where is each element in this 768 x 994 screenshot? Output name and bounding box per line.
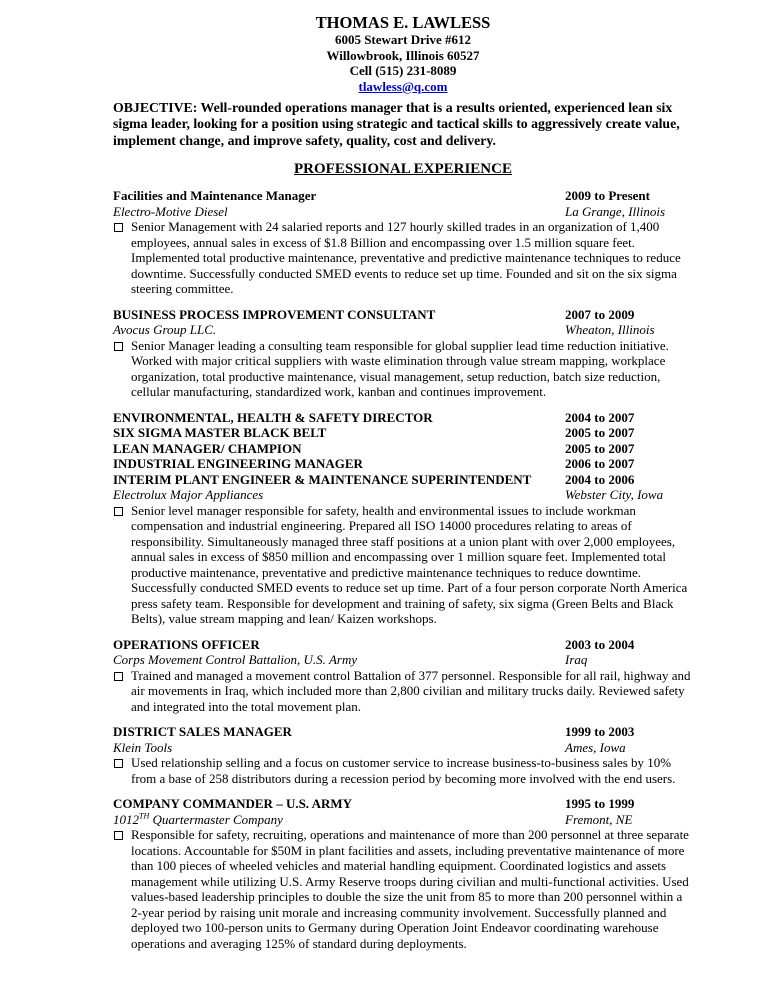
email-link[interactable]: tlawless@q.com: [358, 78, 448, 94]
job-title-row: [113, 441, 693, 457]
job-title: SIX SIGMA MASTER BLACK BELT: [113, 425, 327, 441]
job-title-row: [113, 456, 693, 472]
company-name: [113, 812, 283, 827]
company-row: [113, 812, 693, 828]
job-title: LEAN MANAGER/ CHAMPION: [113, 440, 302, 456]
company-row: [113, 652, 693, 668]
job-title-row: [113, 472, 693, 488]
address-line-2: Willowbrook, Illinois 60527: [326, 47, 480, 63]
company-location: La Grange, Illinois: [565, 203, 666, 219]
resume-header: [113, 13, 693, 94]
section-heading: PROFESSIONAL EXPERIENCE: [294, 160, 512, 177]
job-title-row: [113, 188, 693, 204]
phone: Cell (515) 231-8089: [349, 63, 457, 78]
job-description-text: Senior level manager responsible for safety, health and environmental issues to include workman compensation and industrial engineering. Prepared all ISO 14000 procedures relating to areas of responsibility. Simultaneously managed three staff positions at a union plant with over 2,000 employees, annual sales in excess of $850 million and encompassing over 1 million square feet. Implemented total productive maintenance, preventative and predictive maintenance techniques to reduce downtime. Successfully conducted SMED events to reduce set up time. Part of a four person corporate North America press safety team. Responsible for development and training of safety, six sigma (Green Belts and Black Belts), value stream mapping and lean/ Kaizen workshops.: [131, 502, 688, 627]
job-description-text: Senior Manager leading a consulting team responsible for global supplier lead time reduction initiative. Worked with major critical suppliers with waste elimination through value stream mapping, workplace organization, total productive maintenance, visual management, setup reduction, batch size reduction, cellular manufacturing, standardized work, kanban and continues improvement.: [131, 337, 669, 400]
company-location: Wheaton, Illinois: [565, 322, 655, 338]
company-location: Webster City, Iowa: [565, 487, 664, 503]
objective: OBJECTIVE: Well-rounded operations manager that is a results oriented, experienced lean six sigma leader, looking for a position using strategic and tactical skills to aggressively create value, implement change, and improve safety, quality, cost and delivery.: [113, 100, 680, 148]
job-entry: [113, 796, 693, 951]
job-title-row: [113, 410, 693, 426]
company-name: Avocus Group LLC.: [113, 322, 217, 338]
job-title: BUSINESS PROCESS IMPROVEMENT CONSULTANT: [113, 306, 436, 322]
job-title-row: [113, 307, 693, 323]
job-entry: [113, 307, 693, 400]
company-number: 1012: [113, 811, 139, 827]
job-title: DISTRICT SALES MANAGER: [113, 724, 292, 740]
company-name-rest: Quartermaster Company: [149, 811, 283, 827]
company-row: [113, 204, 693, 220]
job-description-text: Senior Management with 24 salaried reports and 127 hourly skilled trades in an organization of 1,400 employees, annual sales in excess of $1.8 Billion and encompassing over 1.5 million square feet. Implemented total productive maintenance, preventative and predictive maintenance techniques to reduce downtime. Successfully conducted SMED events to reduce set up time. Founded and sit on the six sigma steering committee.: [131, 219, 681, 297]
job-description: [113, 219, 693, 297]
job-dates: 2003 to 2004: [565, 636, 635, 652]
checkbox-bullet-icon: [114, 342, 123, 351]
job-title: OPERATIONS OFFICER: [113, 636, 260, 652]
job-dates: 2009 to Present: [565, 188, 650, 204]
job-description-text: Used relationship selling and a focus on customer service to increase business-to-business sales by 10% from a base of 258 distributors during a recession period by becoming more involved with the end users.: [131, 755, 676, 786]
company-name: Corps Movement Control Battalion, U.S. Army: [113, 652, 358, 668]
job-entry: [113, 188, 693, 297]
job-dates: 2005 to 2007: [565, 425, 635, 441]
job-dates: 1995 to 1999: [565, 796, 635, 812]
job-title: INTERIM PLANT ENGINEER & MAINTENANCE SUPERINTENDENT: [113, 471, 532, 487]
job-dates: 2006 to 2007: [565, 456, 635, 472]
company-location: Fremont, NE: [565, 811, 633, 827]
job-title-row: [113, 796, 693, 812]
checkbox-bullet-icon: [114, 223, 123, 232]
job-description: [113, 338, 693, 400]
job-title-row: [113, 724, 693, 740]
job-entry: [113, 637, 693, 715]
job-dates: 2004 to 2006: [565, 471, 635, 487]
company-location: Ames, Iowa: [565, 739, 626, 755]
job-description: [113, 668, 693, 715]
job-dates: 2007 to 2009: [565, 306, 635, 322]
checkbox-bullet-icon: [114, 759, 123, 768]
address-line-1: 6005 Stewart Drive #612: [334, 32, 472, 47]
job-title: ENVIRONMENTAL, HEALTH & SAFETY DIRECTOR: [113, 409, 433, 425]
ordinal-suffix: TH: [139, 811, 150, 821]
job-title-row: [113, 637, 693, 653]
job-title: Facilities and Maintenance Manager: [113, 188, 317, 204]
job-entry: [113, 724, 693, 786]
company-location: Iraq: [565, 652, 588, 668]
company-row: [113, 740, 693, 756]
job-description-text: Responsible for safety, recruiting, operations and maintenance of more than 200 personnel at three separate locations. Accountable for $50M in plant facilities and assets, including preventative maintenance of more than 100 pieces of wheeled vehicles and material handling equipment. Coordinated logistics and assets management while utilizing U.S. Army Reserve troops during civilian and multi-functional activities. Used values-based leadership principles to double the size the unit from 85 to more than 200 personnel within a 2-year period by raising unit morale and increasing community involvement. Successfully planned and deployed two 100-person units to Germany during Operation Joint Endeavor coordinating warehouse operations and averaging 125% of standard during deployments.: [131, 827, 689, 951]
company-row: [113, 322, 693, 338]
job-description-text: Trained and managed a movement control Battalion of 377 personnel. Responsible for all rail, highway and air movements in Iraq, which included more than 2,800 civilian and military trucks daily. Reviewed safety and integrated into the total movement plan.: [131, 667, 691, 714]
checkbox-bullet-icon: [114, 672, 123, 681]
company-row: [113, 487, 693, 503]
job-description: [113, 503, 693, 627]
candidate-name: THOMAS E. LAWLESS: [315, 13, 491, 32]
job-entry: [113, 410, 693, 627]
checkbox-bullet-icon: [114, 507, 123, 516]
job-title-row: [113, 425, 693, 441]
company-name: Electrolux Major Appliances: [113, 487, 264, 503]
company-name: Electro-Motive Diesel: [113, 203, 228, 219]
job-description: [113, 755, 693, 786]
job-title: INDUSTRIAL ENGINEERING MANAGER: [113, 456, 363, 472]
resume-page: [113, 13, 693, 961]
job-title: COMPANY COMMANDER – U.S. ARMY: [113, 796, 353, 812]
job-dates: 2004 to 2007: [565, 409, 635, 425]
job-description: [113, 827, 693, 951]
company-name: Klein Tools: [113, 739, 173, 755]
checkbox-bullet-icon: [114, 831, 123, 840]
job-dates: 1999 to 2003: [565, 724, 635, 740]
job-dates: 2005 to 2007: [565, 440, 635, 456]
